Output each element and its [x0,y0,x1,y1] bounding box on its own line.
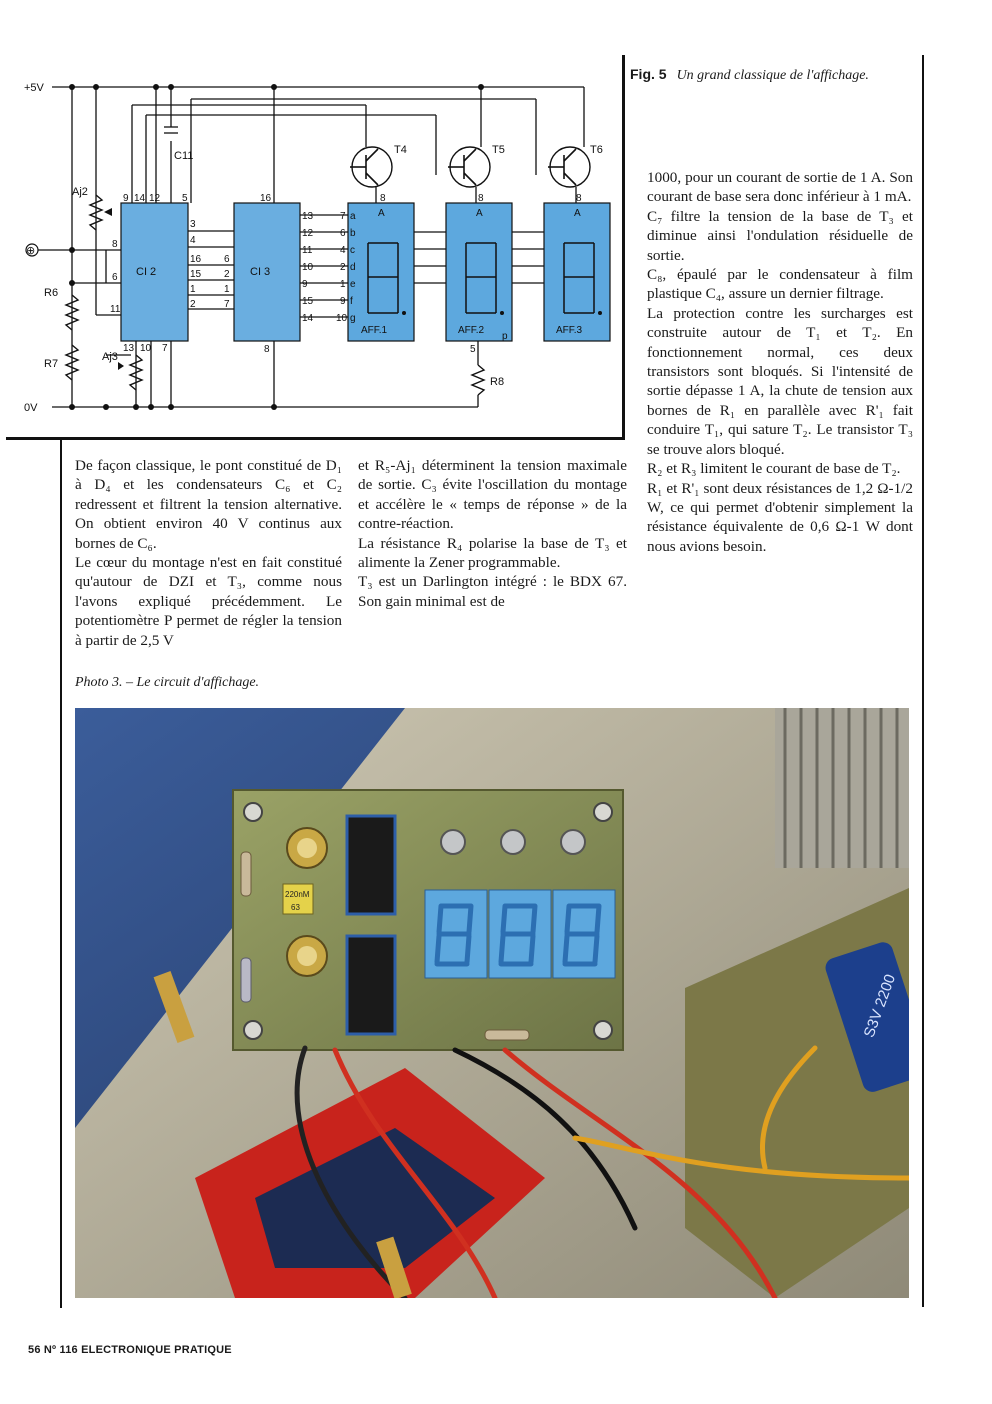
ci2-pin: 1 [190,284,196,295]
capacitor-marking: 220nM [285,890,310,899]
aff-pin: 1 [340,279,346,290]
capacitor-code: 63 [291,903,300,912]
ci2-pin: 7 [162,343,168,354]
photo-ic-top [347,816,395,914]
right-margin-rule [922,55,924,1307]
aff2-display [446,203,512,341]
aff3-display [544,203,610,341]
paragraph: C₇ filtre la tension de la base de T₃ et diminue ainsi l'ondulation résiduelle de sortie. [647,207,913,264]
r8-label: R8 [490,376,505,388]
figure-caption-text: Un grand classique de l'affichage. [676,68,869,83]
schematic-figure [6,55,625,440]
figure-caption [630,66,930,84]
ci3-pin: 7 [224,299,230,310]
paragraph: 1000, pour un courant de sortie de 1 A. Son courant de base sera donc inférieur à 1 mA. [647,169,913,206]
ci2-pin: 13 [123,343,135,354]
electrolytic-marking: S3V 2200 [860,972,900,1040]
aff-pin: 6 [340,228,346,239]
photo-caption: Photo 3. – Le circuit d'affichage. [75,675,260,690]
anode-pin: 8 [380,193,386,204]
paragraph: La résistance R₄ polarise la base de T₃ et alimente la Zener programmable. [358,534,627,572]
segment-letter: f [350,296,353,307]
ci2-pin: 15 [190,269,202,280]
ci3-pin: 14 [302,313,314,324]
ci2-pin: 12 [149,193,161,204]
t4-label: T4 [394,144,407,156]
page-footer: 56 Nº 116 ELECTRONIQUE PRATIQUE [28,1344,232,1356]
ci2-pin: 3 [190,219,196,230]
r7-label: R7 [44,358,59,370]
paragraph: Le cœur du montage n'est en fait constitué qu'autour de DZI et T₃, comme nous l'avons expliqué précédemment. Le potentiomètre P permet de régler la tension à partir de 2,5 V [75,554,342,649]
segment-letter: g [350,313,356,324]
dp-label: p [502,331,508,342]
ci3-pin: 1 [224,284,230,295]
ci2-pin: 16 [190,254,202,265]
segment-letter: e [350,279,356,290]
ci2-pin: 8 [112,239,118,250]
ci2-pin: 4 [190,235,196,246]
figure-number: Fig. 5 [630,66,667,82]
segment-letter: c [350,245,355,256]
ci3-pin: 15 [302,296,314,307]
t6-label: T6 [590,144,603,156]
ci3-pin: 11 [302,245,313,256]
ci2-pin: 5 [182,193,188,204]
aff-pin: 7 [340,211,346,222]
photo-ic-bottom [347,936,395,1034]
ci3-pin: 12 [302,228,314,239]
anode-label: A [574,208,581,219]
text-column-1 [75,456,342,650]
segment-letter: b [350,228,356,239]
ci3-pin: 16 [260,193,272,204]
aj3-label: Aj3 [102,351,118,363]
rail-bottom-label: 0V [24,402,38,414]
segment-letter: a [350,211,356,222]
ci3-pin: 6 [224,254,230,265]
paragraph: C₈, épaulé par le condensateur à film plastique C₄, assure un dernier filtrage. [647,266,913,303]
left-text-rule [60,440,62,1308]
aff-pin: 9 [340,296,346,307]
paragraph: R₂ et R₃ limitent le courant de base de T₂. [647,460,901,478]
ci2-pin: 11 [110,304,121,315]
ci3-pin: 9 [302,279,308,290]
aj2-label: Aj2 [72,186,88,198]
aff2-label: AFF.2 [458,325,485,336]
photo-display-circuit [75,708,909,1298]
ci2-pin: 6 [112,272,118,283]
anode-pin: 8 [478,193,484,204]
ci3-pin: 13 [302,211,314,222]
text-column-2 [358,456,627,611]
text-column-3 [647,168,913,556]
ci2-pin: 14 [134,193,146,204]
aff1-display [348,203,414,341]
paragraph: R₁ et R'₁ sont deux résistances de 1,2 Ω-1/2 W, ce qui permet d'obtenir simplement la résistance équivalente de 0,6 Ω-1 W dont nous avions besoin. [647,479,913,555]
ci2-label: CI 2 [136,266,157,278]
ci2-pin: 10 [140,343,152,354]
anode-label: A [476,208,483,219]
ci3-label: CI 3 [250,266,271,278]
ci2-pin: 2 [190,299,196,310]
anode-label: A [378,208,385,219]
aff-pin: 2 [340,262,346,273]
ci3-pin: 10 [302,262,314,273]
segment-letter: d [350,262,356,273]
schematic-svg [6,55,622,437]
aff2-pin: 5 [470,344,476,355]
paragraph: T₃ est un Darlington intégré : le BDX 67. Son gain minimal est de [358,573,627,610]
t5-label: T5 [492,144,505,156]
paragraph: et R₅-Aj₁ déterminent la tension maximale de sortie. C₃ évite l'oscillation du montage et accélère le « temps de réponse » de la contre-réaction. [358,457,627,533]
paragraph: La protection contre les surcharges est construite autour de T₁ et T₂. En fonctionnement normal, ces deux transistors sont bloqués. Si l'intensité de sortie dépasse 1 A, la chute de tension aux bornes de R₁ en parallèle avec R'₁ fait conduire T₁, qui sature T₂. Le transistor T₃ se trouve alors bloqué. [647,304,913,458]
c11-label: C11 [174,150,194,162]
ci3-pin: 8 [264,344,270,355]
photo-svg [75,708,909,1298]
rail-top-label: +5V [24,82,44,94]
r6-label: R6 [44,287,59,299]
paragraph: De façon classique, le pont constitué de D₁ à D₄ et les condensateurs C₆ et C₂ redressent et filtrent la tension alternative. On obtient environ 40 V continus aux bornes de C₆. [75,457,342,552]
ci2-pin: 9 [123,193,129,204]
input-symbol: ⊕ [26,245,36,257]
aff1-label: AFF.1 [361,325,388,336]
anode-pin: 8 [576,193,582,204]
ci3-pin: 2 [224,269,230,280]
aff3-label: AFF.3 [556,325,583,336]
aff-pin: 4 [340,245,346,256]
aff-pin: 10 [336,313,348,324]
